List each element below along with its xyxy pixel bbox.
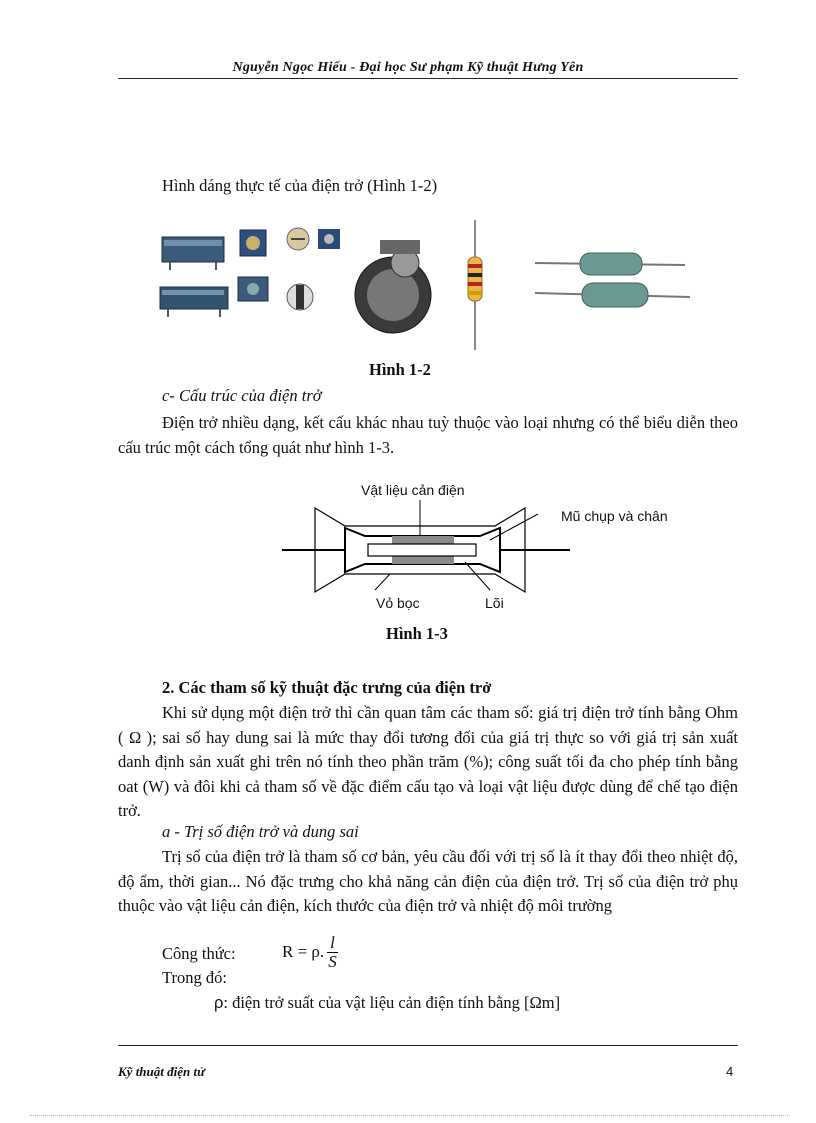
formula-numerator: l xyxy=(327,934,338,953)
footer-rule xyxy=(118,1045,738,1046)
page-header: Nguyễn Ngọc Hiếu - Đại học Sư phạm Kỹ thuật Hưng Yên xyxy=(232,60,584,75)
trimmer-resistor-icon xyxy=(160,237,228,317)
section-c-heading: c- Cấu trúc của điện trở xyxy=(162,386,322,405)
formula-label: Công thức: xyxy=(162,944,236,963)
formula-lhs: R = ρ. xyxy=(282,942,325,961)
label-cap-and-lead: Mũ chụp và chân xyxy=(561,508,668,524)
potentiometer-icon xyxy=(355,240,431,333)
rho-text: : điện trở suất của vật liệu cản điện tính bằng [ xyxy=(223,993,530,1012)
label-core: Lõi xyxy=(485,595,504,611)
rho-symbol: ρ xyxy=(214,994,224,1012)
intro-line: Hình dáng thực tế của điện trở (Hình 1-2) xyxy=(162,176,438,195)
section-2-heading: 2. Các tham số kỹ thuật đặc trưng của điện trở xyxy=(162,678,492,697)
axial-resistor-icon xyxy=(468,220,482,350)
label-shell: Vỏ bọc xyxy=(376,595,420,611)
figure-1-2-photos xyxy=(150,215,700,360)
section-a-heading: a - Trị số điện trở và dung sai xyxy=(162,822,359,841)
power-resistor-icon xyxy=(535,253,690,307)
figure-1-2-caption: Hình 1-2 xyxy=(369,360,431,379)
section-c-body: Điện trở nhiều dạng, kết cấu khác nhau tuỳ thuộc vào loại nhưng có thể biểu diễn theo cấu trúc một cách tổng quát như hình 1-3. xyxy=(118,413,738,457)
formula-resistance xyxy=(282,930,338,974)
bottom-dotted-border xyxy=(30,1115,790,1116)
footer-left-text: Kỹ thuật điện tử xyxy=(118,1064,205,1079)
rho-definition xyxy=(214,991,560,1016)
formula-denominator: S xyxy=(328,951,337,971)
where-label: Trong đó: xyxy=(162,968,227,987)
page-number: 4 xyxy=(726,1064,734,1079)
section-a-body: Trị số của điện trở là tham số cơ bản, yêu cầu đối với trị số là ít thay đổi theo nhiệt độ, độ ẩm, thời gian... Nó đặc trưng cho khả năng cản điện của điện trở. Trị số của điện trở phụ thuộc vào vật liệu cản điện, kích thước của điện trở và nhiệt độ môi trường xyxy=(118,847,738,915)
header-rule xyxy=(118,78,738,79)
formula-fraction xyxy=(327,934,338,971)
label-resistive-material: Vật liệu cản điện xyxy=(361,482,465,498)
rho-unit: Ωm] xyxy=(529,993,561,1012)
small-trimmer-icon xyxy=(238,230,268,301)
round-trimmer-icon xyxy=(287,228,340,310)
section-2-body: Khi sử dụng một điện trở thì cần quan tâm các tham số: giá trị điện trở tính bằng Ohm ( Ω ); sai số hay dung sai là mức thay đổi tương đối của giá trị thực so với giá trị sản xuất danh định sản xuất ghi trên nó tính theo phần trăm (%); công suất tối đa cho phép tính bằng oat (W) và đôi khi cả tham số về đặc điểm cấu tạo và loại vật liệu được dùng để chế tạo điện trở. xyxy=(118,703,738,820)
figure-1-3-caption: Hình 1-3 xyxy=(386,624,448,643)
